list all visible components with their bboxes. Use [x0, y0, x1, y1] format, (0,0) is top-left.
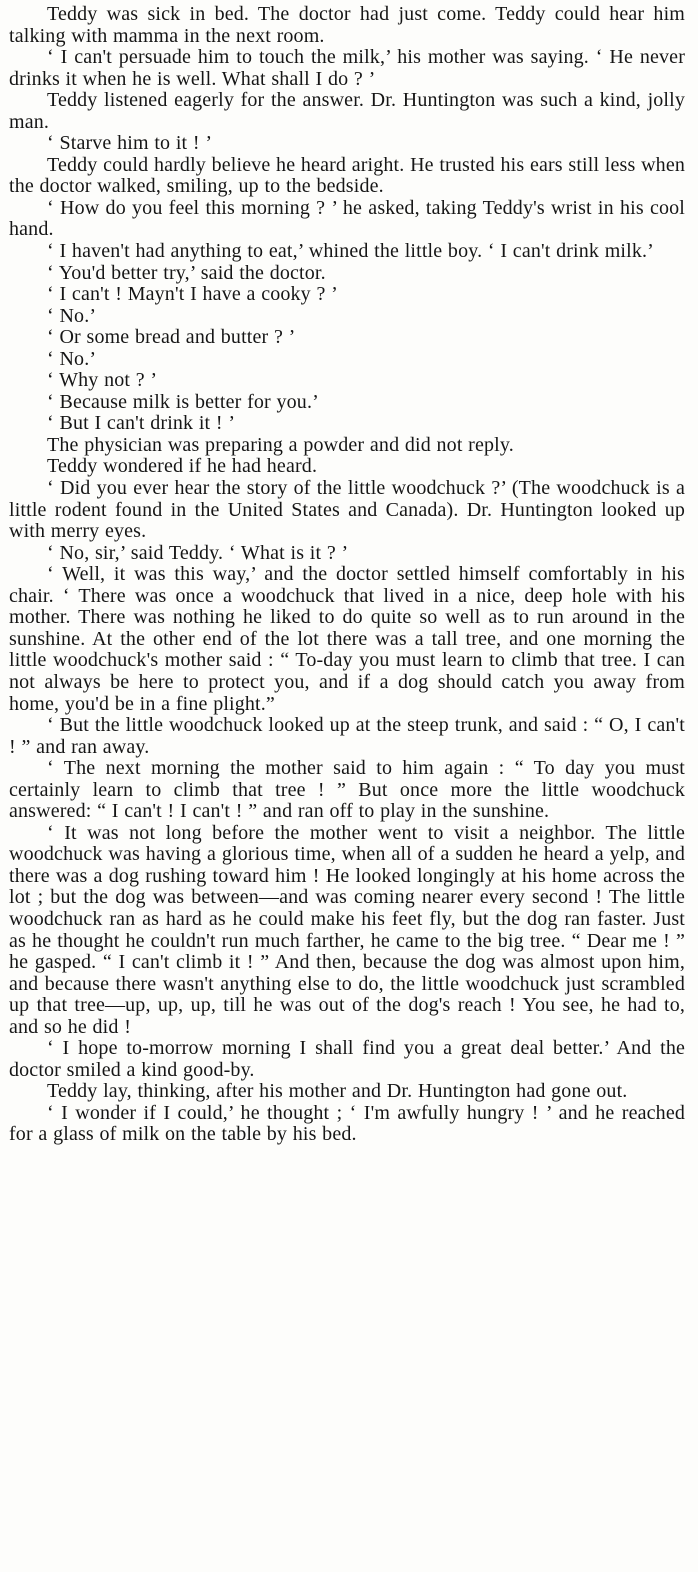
paragraph: ‘ Well, it was this way,’ and the doctor settled himself comfortably in his chair. ‘ There was once a woodchuck that lived in a nice, deep hole with his mother. There was nothing he liked to do quite so well as to run around in the sunshine. At the other end of the lot there was a tall tree, and one morning the little woodchuck's mother said : “ To-day you must learn to climb that tree. I can not always be here to protect you, and if a dog should catch you away from home, you'd be in a fine plight.” [9, 563, 685, 715]
paragraph: ‘ But I can't drink it ! ’ [47, 412, 236, 435]
paragraph: Teddy lay, thinking, after his mother and Dr. Huntington had gone out. [47, 1080, 628, 1103]
paragraph: ‘ I can't ! Mayn't I have a cooky ? ’ [47, 283, 338, 306]
paragraph: Teddy could hardly believe he heard aright. He trusted his ears still less when the doctor walked, smiling, up to the bedside. [9, 153, 685, 198]
paragraph: ‘ I haven't had anything to eat,’ whined the little boy. ‘ I can't drink milk.’ [47, 240, 654, 263]
paragraph: ‘ Starve him to it ! ’ [47, 132, 213, 155]
paragraph: ‘ Why not ? ’ [47, 369, 158, 392]
paragraph: ‘ It was not long before the mother went to visit a neighbor. The little woodchuck was having a glorious time, when all of a sudden he heard a yelp, and there was a dog rushing toward him ! He looked longingly at his home across the lot ; but the dog was between—and was coming nearer every second ! The little woodchuck ran as hard as he could make his feet fly, but the dog ran faster. Just as he thought he couldn't run much farther, he came to the big tree. “ Dear me ! ” he gasped. “ I can't climb it ! ” And then, because the dog was almost upon him, and because there wasn't anything else to do, the little woodchuck just scrambled up that tree—up, up, up, till he was out of the dog's reach ! You see, he had to, and so he did ! [9, 821, 685, 1038]
paragraph: Teddy listened eagerly for the answer. Dr. Huntington was such a kind, jolly man. [9, 89, 685, 133]
paragraph: ‘ I hope to-morrow morning I shall find you a great deal better.’ And the doctor smiled a kind good-by. [9, 1037, 685, 1081]
paragraph: ‘ Or some bread and butter ? ’ [47, 326, 296, 349]
story-text-column [9, 4, 685, 1146]
paragraph: ‘ How do you feel this morning ? ’ he asked, taking Teddy's wrist in his cool hand. [9, 196, 685, 241]
paragraph: ‘ No.’ [47, 304, 97, 327]
paragraph: ‘ No, sir,’ said Teddy. ‘ What is it ? ’ [47, 541, 349, 564]
paragraph: ‘ You'd better try,’ said the doctor. [47, 261, 326, 284]
paragraph: ‘ I wonder if I could,’ he thought ; ‘ I'm awfully hungry ! ’ and he reached for a glass of milk on the table by his bed. [9, 1101, 685, 1146]
paragraph: Teddy wondered if he had heard. [47, 455, 318, 478]
paragraph: ‘ I can't persuade him to touch the milk,’ his mother was saying. ‘ He never drinks it when he is well. What shall I do ? ’ [9, 46, 685, 90]
paragraph: Teddy was sick in bed. The doctor had just come. Teddy could hear him talking with mamma in the next room. [9, 3, 685, 47]
paragraph: The physician was preparing a powder and did not reply. [47, 433, 514, 456]
paragraph: ‘ But the little woodchuck looked up at the steep trunk, and said : “ O, I can't ! ” and ran away. [9, 714, 685, 758]
paragraph: ‘ Because milk is better for you.’ [47, 390, 319, 413]
paragraph: ‘ The next morning the mother said to him again : “ To day you must certainly learn to climb that tree ! ” But once more the little woodchuck answered: “ I can't ! I can't ! ” and ran off to play in the sunshine. [9, 757, 685, 823]
paragraph: ‘ Did you ever hear the story of the little woodchuck ?’ (The woodchuck is a little rodent found in the United States and Canada). Dr. Huntington looked up with merry eyes. [9, 477, 685, 543]
paragraph: ‘ No.’ [47, 347, 97, 370]
